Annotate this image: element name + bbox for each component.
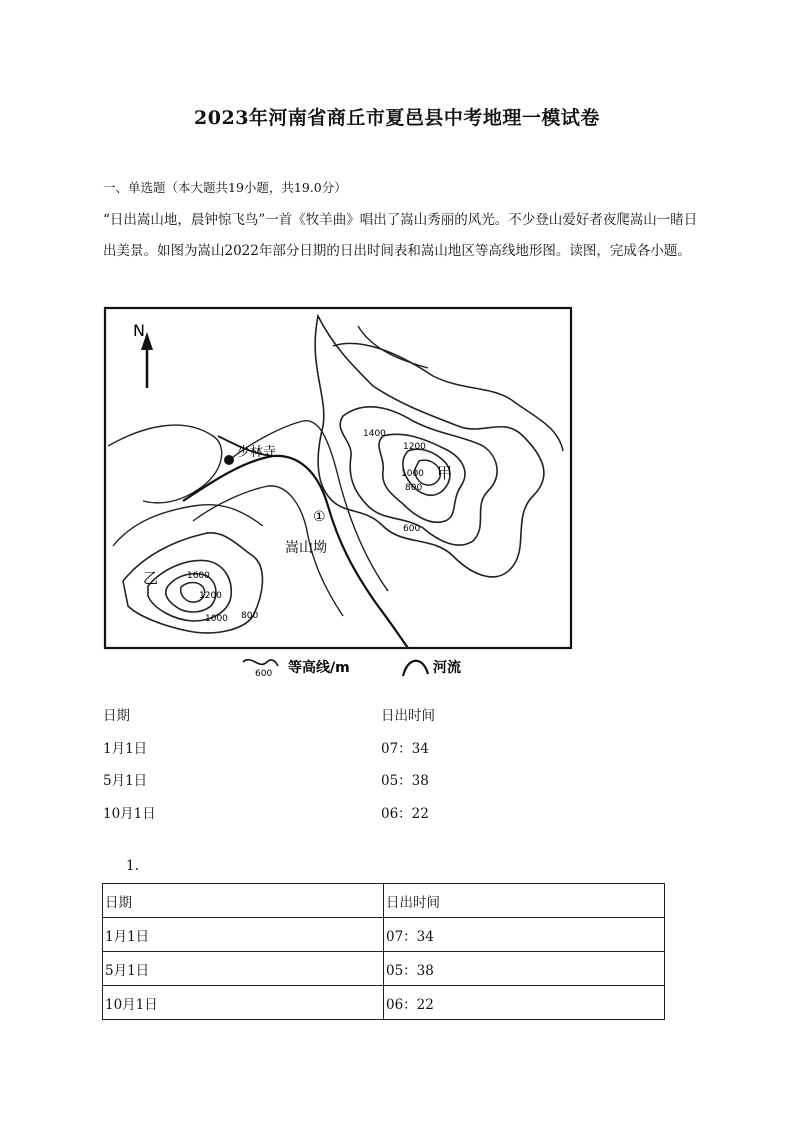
cell-time: 05：38 bbox=[384, 952, 665, 986]
header-date: 日期 bbox=[103, 884, 384, 918]
header-date: 日期 bbox=[103, 708, 130, 725]
header-sunrise: 日出时间 bbox=[381, 708, 435, 725]
cell-date: 5月1日 bbox=[103, 952, 384, 986]
contour-label-east-2: 1200 bbox=[403, 442, 426, 452]
intro-paragraph: “日出嵩山地，晨钟惊飞鸟”一首《牧羊曲》唱出了嵩山秀丽的风光。不少登山爱好者夜爬嵩山一睹日出美景。如图为嵩山2022年部分日期的日出时间表和嵩山地区等高线地形图。读图，完成各小题。 bbox=[103, 212, 698, 259]
cell-time: 06：22 bbox=[384, 986, 665, 1020]
question-number: 1. bbox=[126, 858, 139, 874]
cell-time: 05：38 bbox=[381, 773, 429, 790]
section-heading: 一、单选题（本大题共19小题，共19.0分） bbox=[103, 180, 347, 195]
north-label: N bbox=[133, 321, 145, 340]
cell-date: 10月1日 bbox=[103, 805, 156, 822]
cell-date: 10月1日 bbox=[103, 986, 384, 1020]
contour-label-west-1: 1600 bbox=[187, 571, 210, 581]
table-header-row bbox=[103, 884, 665, 918]
legend-contour-label: 等高线/m bbox=[288, 660, 350, 676]
sunrise-table bbox=[103, 698, 583, 828]
point-yi: 乙 bbox=[143, 569, 159, 587]
contour-label-east-5: 600 bbox=[403, 524, 421, 534]
temple-marker bbox=[224, 455, 234, 465]
contour-label-east-1: 1400 bbox=[363, 429, 386, 439]
table-row bbox=[103, 986, 665, 1020]
legend-river-label: 河流 bbox=[433, 660, 461, 676]
marker-one: ① bbox=[313, 509, 326, 525]
contour-label-east-4: 800 bbox=[405, 483, 423, 493]
page-title: 2023年河南省商丘市夏邑县中考地理一模试卷 bbox=[194, 107, 600, 129]
table-row bbox=[103, 796, 583, 829]
contour-map bbox=[103, 306, 573, 683]
contour-label-west-2: 1200 bbox=[199, 591, 222, 601]
legend-contour-symbol bbox=[243, 660, 278, 666]
contour-label-east-3: 1000 bbox=[401, 469, 424, 479]
point-jia: 甲 bbox=[437, 464, 453, 482]
legend-contour-value: 600 bbox=[255, 669, 273, 679]
table-header-row bbox=[103, 698, 583, 731]
legend-river-symbol bbox=[403, 661, 428, 676]
pass-label: 嵩山坳 bbox=[285, 540, 327, 556]
table-row bbox=[103, 918, 665, 952]
cell-date: 5月1日 bbox=[103, 773, 148, 790]
contour-label-west-4: 800 bbox=[241, 611, 259, 621]
cell-time: 07：34 bbox=[381, 740, 429, 757]
contour-label-west-3: 1000 bbox=[205, 614, 228, 624]
cell-date: 1月1日 bbox=[103, 740, 148, 757]
cell-time: 07：34 bbox=[384, 918, 665, 952]
cell-date: 1月1日 bbox=[103, 918, 384, 952]
question-table bbox=[102, 883, 665, 1020]
table-row bbox=[103, 731, 583, 764]
table-row bbox=[103, 952, 665, 986]
table-row bbox=[103, 763, 583, 796]
cell-time: 06：22 bbox=[381, 805, 429, 822]
header-sunrise: 日出时间 bbox=[384, 884, 665, 918]
temple-label: 少林寺 bbox=[237, 445, 277, 460]
